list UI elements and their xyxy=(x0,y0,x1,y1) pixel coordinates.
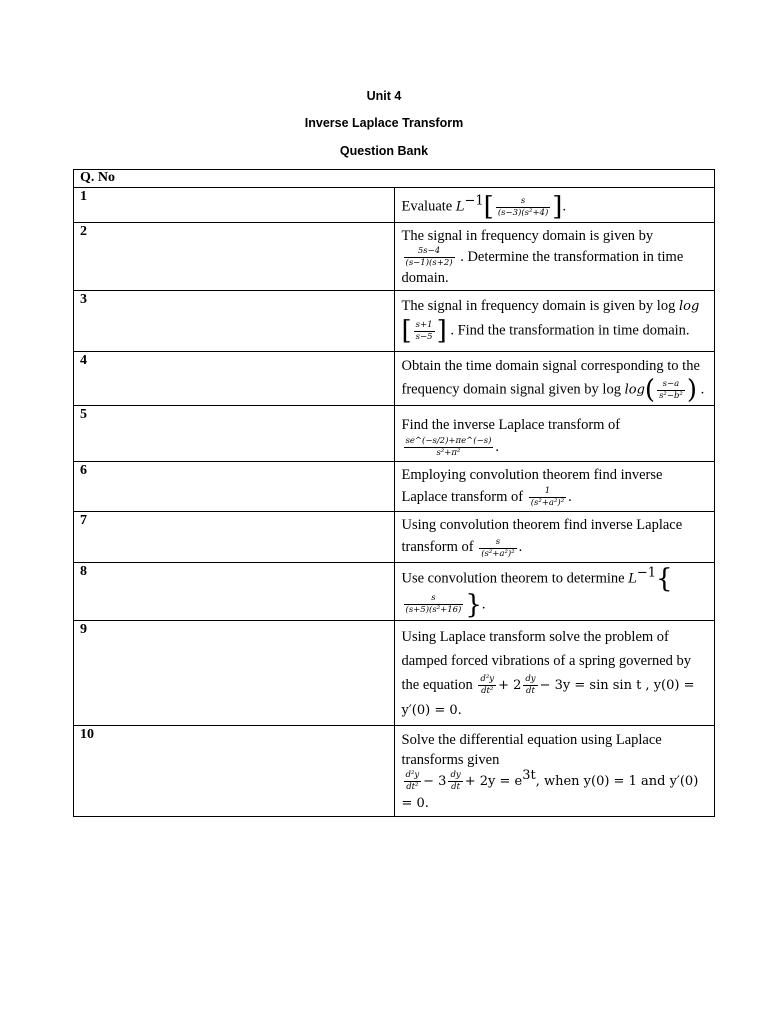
question-text: Using convolution theorem find inverse Laplace transform of $\frac{s}{\text{(s²+a²)²}}$ . xyxy=(394,512,715,562)
fraction: $\frac{s}{\text{(s+5)(s²+16)}}$ xyxy=(405,593,462,616)
question-number: 6 xyxy=(74,462,395,512)
fraction: $\frac{s}{\text{(s²+a²)²}}$ xyxy=(481,536,515,559)
qno-header: Q. No xyxy=(74,170,715,188)
question-text: The signal in frequency domain is given by $\frac{5s-4}{(s-1)(s+2)}$ . Determine the transformation in time domain. xyxy=(394,223,715,291)
fraction: $\frac{\text{d²y}}{\text{dt²}}$ xyxy=(480,673,495,696)
question-table xyxy=(73,169,715,817)
question-number: 2 xyxy=(74,223,395,291)
question-number: 1 xyxy=(74,188,395,223)
fraction: $\frac{se\^{}(-s/2)+\pi e\^{}(-s)}{\text{s²+π²}}$ xyxy=(405,436,492,459)
document-subtitle: Question Bank xyxy=(339,144,429,158)
fraction: $\frac{5s-4}{(s-1)(s+2)}$ xyxy=(405,246,453,268)
table-row xyxy=(74,512,715,562)
question-text: Evaluate $L^{-1}$[ $\frac{s}{\text{(s−3)(s²+4)}}$ ]. xyxy=(394,188,715,223)
fraction: $\frac{s+1}{s-5}$ xyxy=(415,319,433,342)
question-number: 3 xyxy=(74,291,395,352)
unit-label: Unit 4 xyxy=(366,89,402,103)
question-text: Obtain the time domain signal corresponding to the frequency domain signal given by log log( $\frac{s-a}{\text{s²−b²}}$ ) . xyxy=(394,352,715,406)
question-number: 4 xyxy=(74,352,395,406)
question-number: 7 xyxy=(74,512,395,562)
table-row xyxy=(74,223,715,291)
question-number: 10 xyxy=(74,725,395,816)
question-text: Using Laplace transform solve the problem of damped forced vibrations of a spring governed by the equation $\frac{\text{d²y}}{\text{dt²}}$ + 2 $\frac{dy}{dt}$ − 3y = sin sin t , y(0) = y′(0) = 0. xyxy=(394,620,715,725)
table-row xyxy=(74,462,715,512)
question-text: Solve the differential equation using Laplace transforms given $\frac{\text{d²y}}{\text{dt²}}$ − 3 $\frac{dy}{dt}$ + $2y = e^{3t}$, when y(0) = 1 and y′(0) = 0. xyxy=(394,725,715,816)
table-row xyxy=(74,620,715,725)
table-row xyxy=(74,725,715,816)
question-text: Employing convolution theorem find inverse Laplace transform of $\frac{1}{\text{(s²+a²)²}}$ . xyxy=(394,462,715,512)
table-header-row xyxy=(74,170,715,188)
question-text: The signal in frequency domain is given by log log[ $\frac{s+1}{s-5}$ ] . Find the transformation in time domain. xyxy=(394,291,715,352)
table-row xyxy=(74,352,715,406)
table-row xyxy=(74,291,715,352)
fraction: $\frac{s}{\text{(s−3)(s²+4)}}$ xyxy=(497,195,549,218)
question-number: 8 xyxy=(74,562,395,620)
table-row xyxy=(74,406,715,462)
fraction: $\frac{s-a}{\text{s²−b²}}$ xyxy=(659,378,683,401)
table-row xyxy=(74,188,715,223)
question-text: Use convolution theorem to determine $L^{-1}${ $\frac{s}{\text{(s+5)(s²+16)}}$ }. xyxy=(394,562,715,620)
fraction: $\frac{dy}{dt}$ xyxy=(450,769,461,792)
table-row xyxy=(74,562,715,620)
fraction: $\frac{\text{d²y}}{\text{dt²}}$ xyxy=(405,769,420,792)
question-number: 9 xyxy=(74,620,395,725)
document-title: Inverse Laplace Transform xyxy=(304,116,464,130)
question-number: 5 xyxy=(74,406,395,462)
fraction: $\frac{1}{\text{(s²+a²)²}}$ xyxy=(530,486,565,509)
fraction: $\frac{dy}{dt}$ xyxy=(525,673,536,696)
question-text: Find the inverse Laplace transform of $\frac{se\^{}(-s/2)+\pi e\^{}(-s)}{\text{s²+π²}}$ . xyxy=(394,406,715,462)
